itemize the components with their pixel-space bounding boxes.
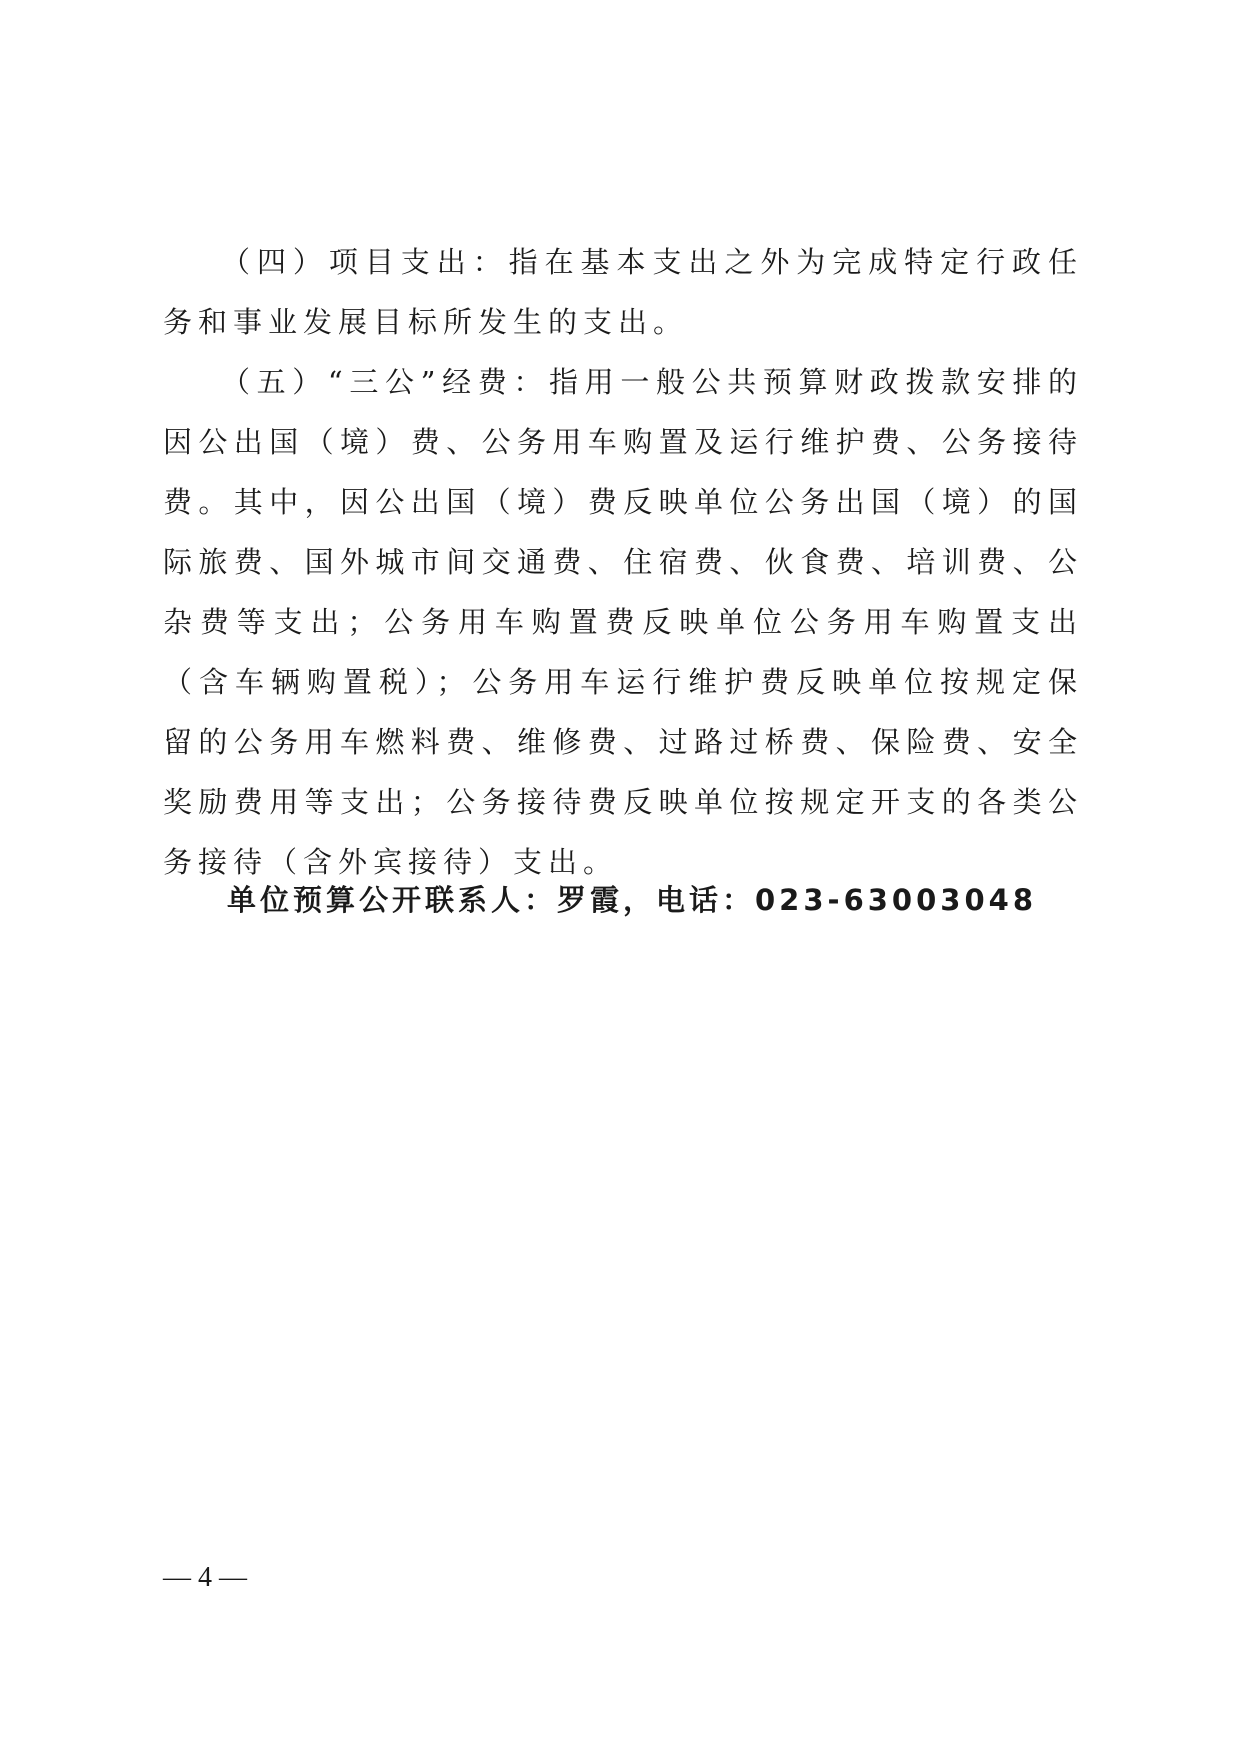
budget-contact-line: 单位预算公开联系人：罗霞，电话：023-63003048 [227,883,1037,917]
paragraph-project-expenditure: （四）项目支出：指在基本支出之外为完成特定行政任务和事业发展目标所发生的支出。 [163,245,1083,339]
document-body [163,232,1083,892]
page-number: — 4 — [163,1562,247,1593]
paragraph-three-public-expenses: （五）“三公”经费：指用一般公共预算财政拨款安排的因公出国（境）费、公务用车购置及运行维护费、公务接待费。其中，因公出国（境）费反映单位公务出国（境）的国际旅费、国外城市间交通费、住宿费、伙食费、培训费、公杂费等支出；公务用车购置费反映单位公务用车购置支出（含车辆购置税）；公务用车运行维护费反映单位按规定保留的公务用车燃料费、维修费、过路过桥费、保险费、安全奖励费用等支出；公务接待费反映单位按规定开支的各类公务接待（含外宾接待）支出。 [163,365,1083,879]
